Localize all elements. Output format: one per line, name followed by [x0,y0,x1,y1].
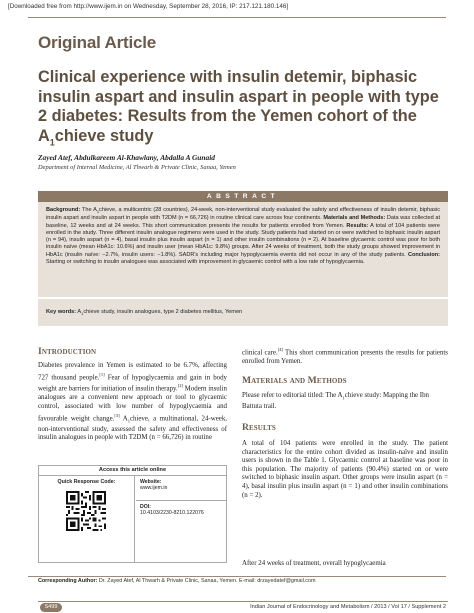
title-subscript: 1 [49,136,55,147]
right-col-continuation [242,346,448,366]
keywords-label: Key words: [46,309,77,315]
affiliation: Department of Internal Medicine, Al Thwarh & Private Clinic, Sanaa, Yemen [38,164,236,171]
methods-sub: 1 [342,395,345,401]
article-type-label: Original Article [38,33,157,52]
access-info [136,476,226,562]
author-list: Zayed Atef, Abdulkareem Al-Khawlany, Abdalla A Gunaid [38,153,215,162]
introduction-body [38,362,227,443]
info-divider [136,500,226,501]
methods-body [242,392,448,412]
abstract-heading: ABSTRACT [38,191,448,202]
continuation-text-b: This short communication presents the results for patients enrolled from Yemen. [242,349,448,365]
abstract-conclusion-text: Starting or switching to insulin analogues was associated with improvement in glycaemic control with a low rate of hypoglycaemia. [46,258,365,265]
correspondence-label: Corresponding Author: [38,578,98,584]
abstract-background-sub: 1 [96,209,100,215]
article-title [38,68,448,152]
intro-p2a: A [119,414,128,422]
title-tail: chieve study [54,126,154,145]
abstract-methods-text: Data was collected at baseline, 12 weeks and at 24 weeks. This short communication presents the results for patients enrolled from Yemen. [46,215,440,229]
qr-section [39,476,135,562]
correspondence-line [38,578,316,584]
correspondence-divider [28,576,446,577]
intro-p1c-ref[interactable]: [3] [114,412,120,418]
qr-label: Quick Response Code: [57,479,116,485]
abstract-body [38,202,448,297]
doi-label: DOI: [140,503,151,510]
methods-text-b: chieve study: Mapping the Ibn Battuta trail. [242,392,429,410]
methods-heading: Materials and Methods [242,375,347,386]
keywords-box [38,299,448,326]
continuation-text-a: clinical care. [242,349,278,357]
results-heading: Results [242,422,276,433]
abstract-background-text-2: chieve, a multicentric (28 countries), 24-week, non-interventional study evaluated the safety and effectiveness of insulin detemir, biphasic insulin aspart and insulin aspart in people with T2DM (n = 66,726) in routine clinical care across four continents. [46,207,440,222]
intro-p1b-ref[interactable]: [2] [177,383,183,389]
intro-p2-sub: 1 [127,418,130,424]
website-link[interactable]: www.ijem.in [140,485,168,492]
intro-p1-ref[interactable]: [1] [99,371,105,377]
access-online-box [38,465,227,563]
journal-footer: Indian Journal of Endocrinology and Metabolism / 2013 / Vol 17 / Supplement 2 [250,604,446,610]
abstract-methods-label: Materials and Methods: [323,215,386,222]
page-number-badge: S499 [40,603,62,612]
title-main: Clinical experience with insulin detemir, biphasic insulin aspart and insulin aspart in people with type 2 diabetes: Results from the Yemen cohort of the A [38,68,439,145]
abstract-background-label: Background: [46,207,81,213]
intro-p2b: chieve, a multinational, 24-week, non-interventional study, assessed the safety and effectiveness of insulin analogues in people with T2DM (n = 66,726) in routine [38,414,227,442]
intro-p1c: Modern insulin analogues are a convenient new approach or tool to glycaemic control, associated with low number of hypoglycaemia and favourable weight change. [38,385,227,422]
results-body-p1: A total of 104 patients were enrolled in the study. The patient characteristics for the entire cohort divided as insulin-naïve and insulin users is shown in the Table 1. Glycaemic control at baseline was poor in this population. The majority of patients (90.4%) started on or were switched to biphasic insulin aspart. Other groups were insulin aspart (n = 4), basal insulin plus insulin aspart (n = 1) and other insulin combinations (n = 2). [242,440,448,499]
abstract-background-text-1: The A [80,207,97,213]
top-divider [28,17,446,18]
correspondence-text: Dr. Zayed Atef, Al Thwarh & Private Clinic, Sanaa, Yemen. E-mail: drzayedatef@gmail.com [97,578,316,584]
methods-text-a: Please refer to editorial titled: The A [242,392,343,399]
download-notice: [Downloaded free from http://www.ijem.in on Wednesday, September 28, 2016, IP: 217.121.180.146] [8,3,289,10]
keywords-sub: 1 [81,311,84,317]
intro-p1b: Fear of hypoglycaemia and gain in body weight are barriers for initiation of insulin therapy. [38,373,227,393]
abstract-results-label: Results: [346,222,369,229]
keywords-text-1: A [76,309,82,315]
introduction-heading: Introduction [38,346,97,357]
abstract-results-text: A total of 104 patients were enrolled in the study. Three different insulin analogue regimens were used in the study. Study patients had started on or were switched to biphasic insulin aspart (n = 94), insulin aspart (n = 4), basal insulin plus insulin aspart (n = 1) and other insulin combinations (n = 2). At baseline glycaemic control was poor for both insulin naïve (mean HbA1c: 10.6%) and insulin user (mean HbA1c: 9.8%) groups. After 24 weeks of treatment, both the study groups showed improvement in HbA1c (insulin naïve: −2.7%, insulin users: −1.8%). SADR's including major hypoglycaemia events did not occur in any of the study patients. [46,222,440,258]
access-box-title: Access this article online [39,466,226,476]
website-label: Website: [140,479,162,485]
qr-code-icon[interactable] [66,491,106,531]
results-body-p2: After 24 weeks of treatment, overall hypoglycaemia [242,560,386,567]
abstract-conclusion-label: Conclusion: [407,251,440,258]
intro-p1: Diabetes prevalence in Yemen is estimated to be 6.7%, affecting 727 thousand people. [38,362,227,381]
continuation-ref[interactable]: [4] [277,347,283,352]
keywords-text-2: chieve study, insulin analogues, type 2 diabetes mellitus, Yemen [83,309,243,315]
doi-link[interactable]: 10.4103/2230-8210.122076 [140,509,204,516]
